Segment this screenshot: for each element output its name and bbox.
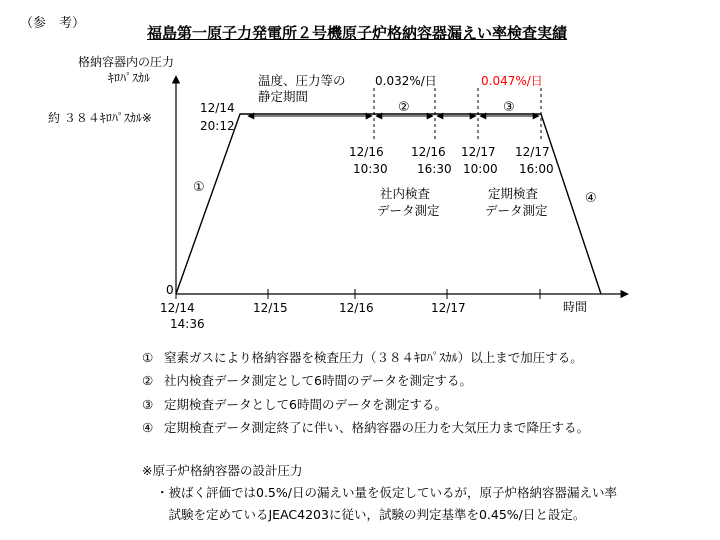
time-mark-time: 10:30 xyxy=(353,162,388,176)
notes-list xyxy=(142,346,589,440)
time-mark-date: 12/17 xyxy=(461,145,496,159)
note-item xyxy=(142,393,589,416)
phase-label-internal-line2: データ測定 xyxy=(377,203,440,218)
time-mark-time: 20:12 xyxy=(200,119,235,133)
time-mark-date: 12/17 xyxy=(515,145,550,159)
origin-label: 0 xyxy=(166,283,174,297)
time-mark-time: 10:00 xyxy=(463,162,498,176)
design-pressure-heading: ※原子炉格納容器の設計圧力 xyxy=(142,463,303,478)
note-item xyxy=(142,369,589,392)
peak-pressure-label: 約 ３８４ｷﾛﾊﾟｽｶﾙ※ xyxy=(48,111,152,125)
x-tick-label: 12/17 xyxy=(431,301,466,315)
stabilization-label-line2: 静定期間 xyxy=(258,89,309,104)
time-mark-time: 16:00 xyxy=(519,162,554,176)
leak-rate-internal: 0.032%/日 xyxy=(375,74,437,88)
note-item xyxy=(142,346,589,369)
note-text: 窒素ガスにより格納容器を検査圧力（３８４ｷﾛﾊﾟｽｶﾙ）以上まで加圧する。 xyxy=(164,350,583,365)
x-tick-label: 12/16 xyxy=(339,301,374,315)
time-mark-date: 12/14 xyxy=(200,101,235,115)
x-tick-label: 12/14 xyxy=(160,301,195,315)
note-text: 定期検査データとして6時間のデータを測定する。 xyxy=(164,396,447,412)
leak-rate-periodic: 0.047%/日 xyxy=(481,74,543,88)
note-text: 定期検査データ測定終了に伴い、格納容器の圧力を大気圧力まで降圧する。 xyxy=(164,420,590,436)
x-tick-label: 12/15 xyxy=(253,301,288,315)
note-number: ① xyxy=(142,350,154,365)
design-pressure-line: ・被ばく評価では0.5%/日の漏えい量を仮定しているが，原子炉格納容器漏えい率 xyxy=(156,485,617,500)
reference-label: （参 考） xyxy=(20,16,86,31)
segment-marker-2: ② xyxy=(398,100,410,115)
time-mark-time: 16:30 xyxy=(417,162,452,176)
design-pressure-note xyxy=(142,460,617,526)
stabilization-label-line1: 温度、圧力等の xyxy=(258,73,346,88)
x-axis-label: 時間 xyxy=(563,300,588,314)
segment-marker-1: ① xyxy=(193,180,205,195)
time-mark-date: 12/16 xyxy=(349,145,384,159)
x-start-time-label: 14:36 xyxy=(170,317,205,331)
phase-label-internal-line1: 社内検査 xyxy=(380,186,431,201)
note-number: ② xyxy=(142,373,154,389)
phase-label-periodic-line2: データ測定 xyxy=(485,203,548,218)
note-number: ③ xyxy=(142,396,154,412)
segment-marker-3: ③ xyxy=(503,100,515,115)
y-axis-label-line1: 格納容器内の圧力 xyxy=(78,55,175,69)
y-axis-label-line2: ｷﾛﾊﾟｽｶﾙ xyxy=(108,71,151,85)
note-number: ④ xyxy=(142,420,154,436)
phase-label-periodic-line1: 定期検査 xyxy=(488,186,539,201)
page-title: 福島第一原子力発電所２号機原子炉格納容器漏えい率検査実績 xyxy=(147,24,568,42)
segment-marker-4: ④ xyxy=(585,191,597,206)
note-text: 社内検査データ測定として6時間のデータを測定する。 xyxy=(164,373,472,389)
design-pressure-line: 試験を定めているJEAC4203に従い，試験の判定基準を0.45%/日と設定。 xyxy=(156,507,586,522)
note-item xyxy=(142,416,589,439)
time-mark-date: 12/16 xyxy=(411,145,446,159)
